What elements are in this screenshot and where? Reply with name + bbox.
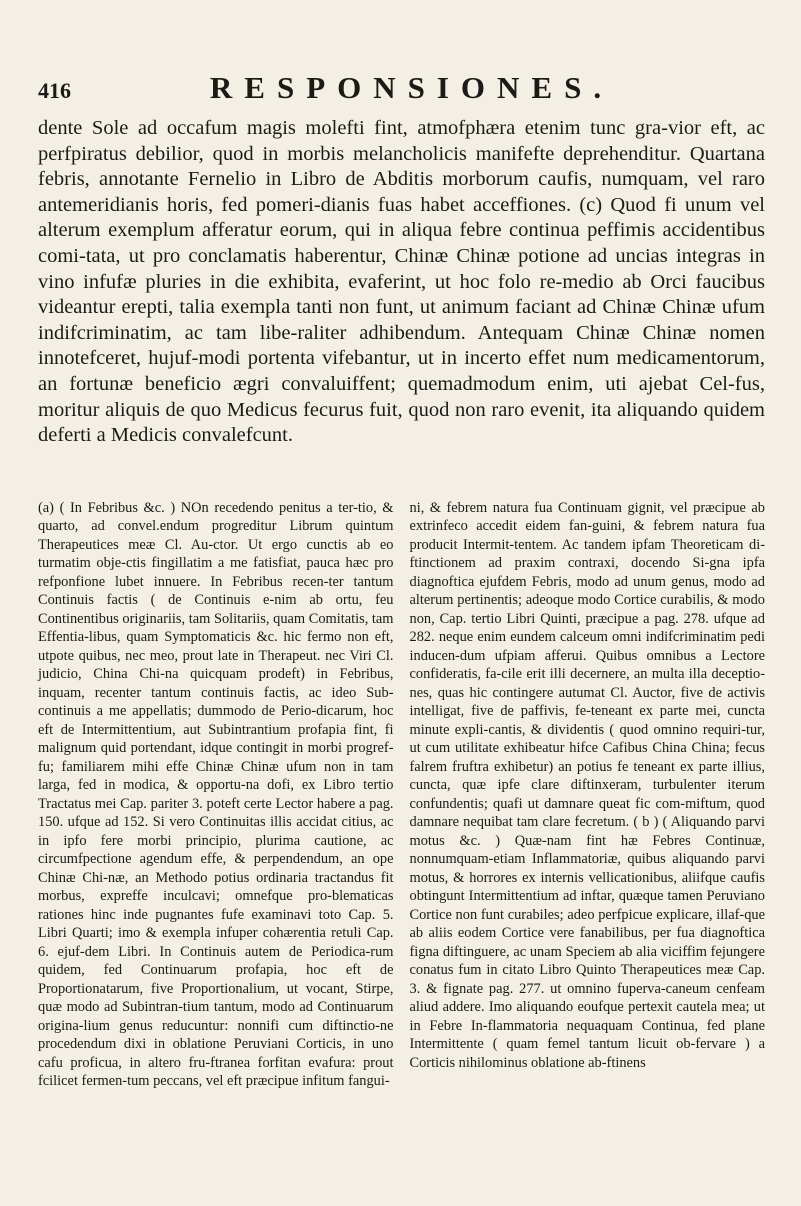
running-title: RESPONSIONES.: [209, 70, 614, 105]
footnote-left-text: (a) ( In Febribus &c. ) NOn recedendo penitus a ter-tio, & quarto, ad convel.endum progreditur Librum quintum Therapeutices meæ Cl. Au-ctor. Ut ergo cunctis ab eo turmatim obje-ctis fingillatim a me fatisfiat, pauca hæc pro refponfione lubet innuere. In Febribus recen-ter tantum Continuis factis ( de Continuis e-nim ab ortu, feu Continentibus originariis, tam Solitariis, quam Comitatis, tam Effentia-libus, quam Symptomaticis &c. hic fermo non eft, utpote quibus, nec meo, prout late in Therapeut. nec Viri Cl. judicio, China Chi-na quicquam prodeft) in Febribus, inquam, recenter tantum continuis factis, ac ideo Sub-continuis a me appellatis; dummodo de Perio-dicarum, hoc eft de Intermittentium, aut Subintrantium profapia fint, fi malignum quid portendant, idque contingit in morbi progref-fu; familiarem mihi effe Chinæ Chinæ ufum non in tam larga, fed in modica, & opportu-na dofi, ex Libro tertio Tractatus mei Cap. pariter 3. poteft certe Lector habere a pag. 150. ufque ad 152. Si vero Continuitas illis accidat citius, ac in ipfo fere morbi principio, plurima cautione, ac circumfpectione agendum effe, & perpendendum, an ope Chinæ Chi-næ, an Methodo potius ordinaria tractandus fit morbus, expreffe inculcavi; omnefque pro-blematicas rationes hinc inde pugnantes fufe examinavi toto Cap. 5. Libri Quarti; imo & exempla infuper cohærentia retuli Cap. 6. ejuf-dem Libri. In Continuis autem de Periodica-rum quidem, fed Continuarum profapia, hoc eft de Proportionatarum, five Proportionalium, ut vocant, Stirpe, quæ modo ad Subintran-tium tantum, modo ad Continuarum origina-lium genus reducuntur: nonnifi cum diftinctio-ne procedendum dixi in oblatione Peruviani Corticis, in uno cafu proficua, in altero fru-ftranea forfitan evafura: prout fcilicet fermen-tum peccans, vel eft præcipue infitum fangui-: [38, 499, 394, 1090]
main-text-block: [38, 116, 765, 449]
footnote-column-left: [38, 499, 394, 1091]
footnote-right-text: ni, & febrem natura fua Continuam gignit, vel præcipue ab extrinfeco accedit eidem fan-guini, & febrem natura fua producit Intermit-tentem. Ac tandem ipfam Theoreticam di-ftinctionem ad praxim contraxi, docendo Si-gna ipfa diagnoftica ejufdem Febris, modo ad unum genus, modo ad alterum pertinentis; adeoque modo Cortice curabilis, & modo non, Cap. tertio Libri Quinti, præcipue a pag. 278. ufque ad 282. neque enim eundem calceum omni indifcriminatim pedi inducen-dum ufpiam afferui. Quibus omnibus a Lectore confideratis, fa-cile erit illi decernere, an multa illa deceptio-nes, quas hic contingere autumat Cl. Auctor, five de activis intelligat, five de paffivis, fe-teneant ex parte mei, cuncta minute expli-cantis, & dividentis ( quod omnino requiri-tur, ut cum utilitate exhibeatur hifce Cafibus China China; fecus falrem fruftra exhibetur) an potius fe teneant ex parte illius, cuncta, quæ ipfe clare diftinxeram, turbulenter iterum confundentis; quafi ut damnare queat fic com-miftum, quod damnare nequibat tam clare fecretum. ( b ) ( Aliquando parvi motus &c. ) Quæ-nam fint hæ Febres Continuæ, nonnumquam-etiam Inflammatoriæ, quibus aliquando parvi motus, & horrores ex internis vellicationibus, aliifque caufis obtingunt Intermittentium ad inftar, quæque tamen Peruviano Cortice non funt curabiles; adeo perfpicue explicare, illaf-que ab aliis eodem Cortice vere fanabilibus, per fua diagnoftica figna diftinguere, ac unam Speciem ab alia viciffim fejungere conatus fum in citato Libro Quinto Therapeutices meæ Cap. 3. & fignate pag. 277. ut omnino fuperva-caneum cenfeam aliud addere. Imo aliquando eoufque pertexit cautela mea; ut in Febre In-flammatoria nequaquam Continua, fed plane Intermittente ( quam femel tantum licuit ob-fervare ) a Corticis nihilominus oblatione ab-ftinens: [409, 499, 765, 1071]
main-paragraph: dente Sole ad occafum magis molefti fint, atmofphæra etenim tunc gra-vior eft, ac perfpiratus debilior, quod in morbis melancholicis manifefte deprehenditur. Quartana febris, annotante Fernelio in Libro de Abditis morborum caufis, numquam, vel raro antemeridianis horis, fed pomeri-dianis fuas habet acceffiones. (c) Quod fi unum vel alterum exemplum afferatur eorum, qui in aliqua febre continua peffimis accidentibus comi-tata, ut pro conclamatis haberentur, Chinæ Chinæ potione ad uncias integras in vino infufæ pluries in die exhibita, evaferint, ut hoc folo re-medio ab Orci faucibus videantur erepti, talia exempla tanti non funt, ut animum faciant ad Chinæ Chinæ ufum indifcriminatim, ac tam libe-raliter adhibendum. Antequam Chinæ Chinæ nomen innotefceret, hujuf-modi portenta vifebantur, ut in incerto effet num medicamentorum, an fortunæ beneficio ægri convaluiffent; quemadmodum enim, uti ajebat Cel-fus, moritur aliquis de quo Medicus fecurus fuit, quod non raro evenit, ita aliquando quidem deferti a Medicis convalefcunt.: [38, 117, 765, 447]
footnote-column-right: [410, 499, 766, 1091]
page-number: 416: [38, 78, 71, 103]
footnote-columns: [38, 499, 765, 1091]
page-header: [38, 70, 765, 110]
